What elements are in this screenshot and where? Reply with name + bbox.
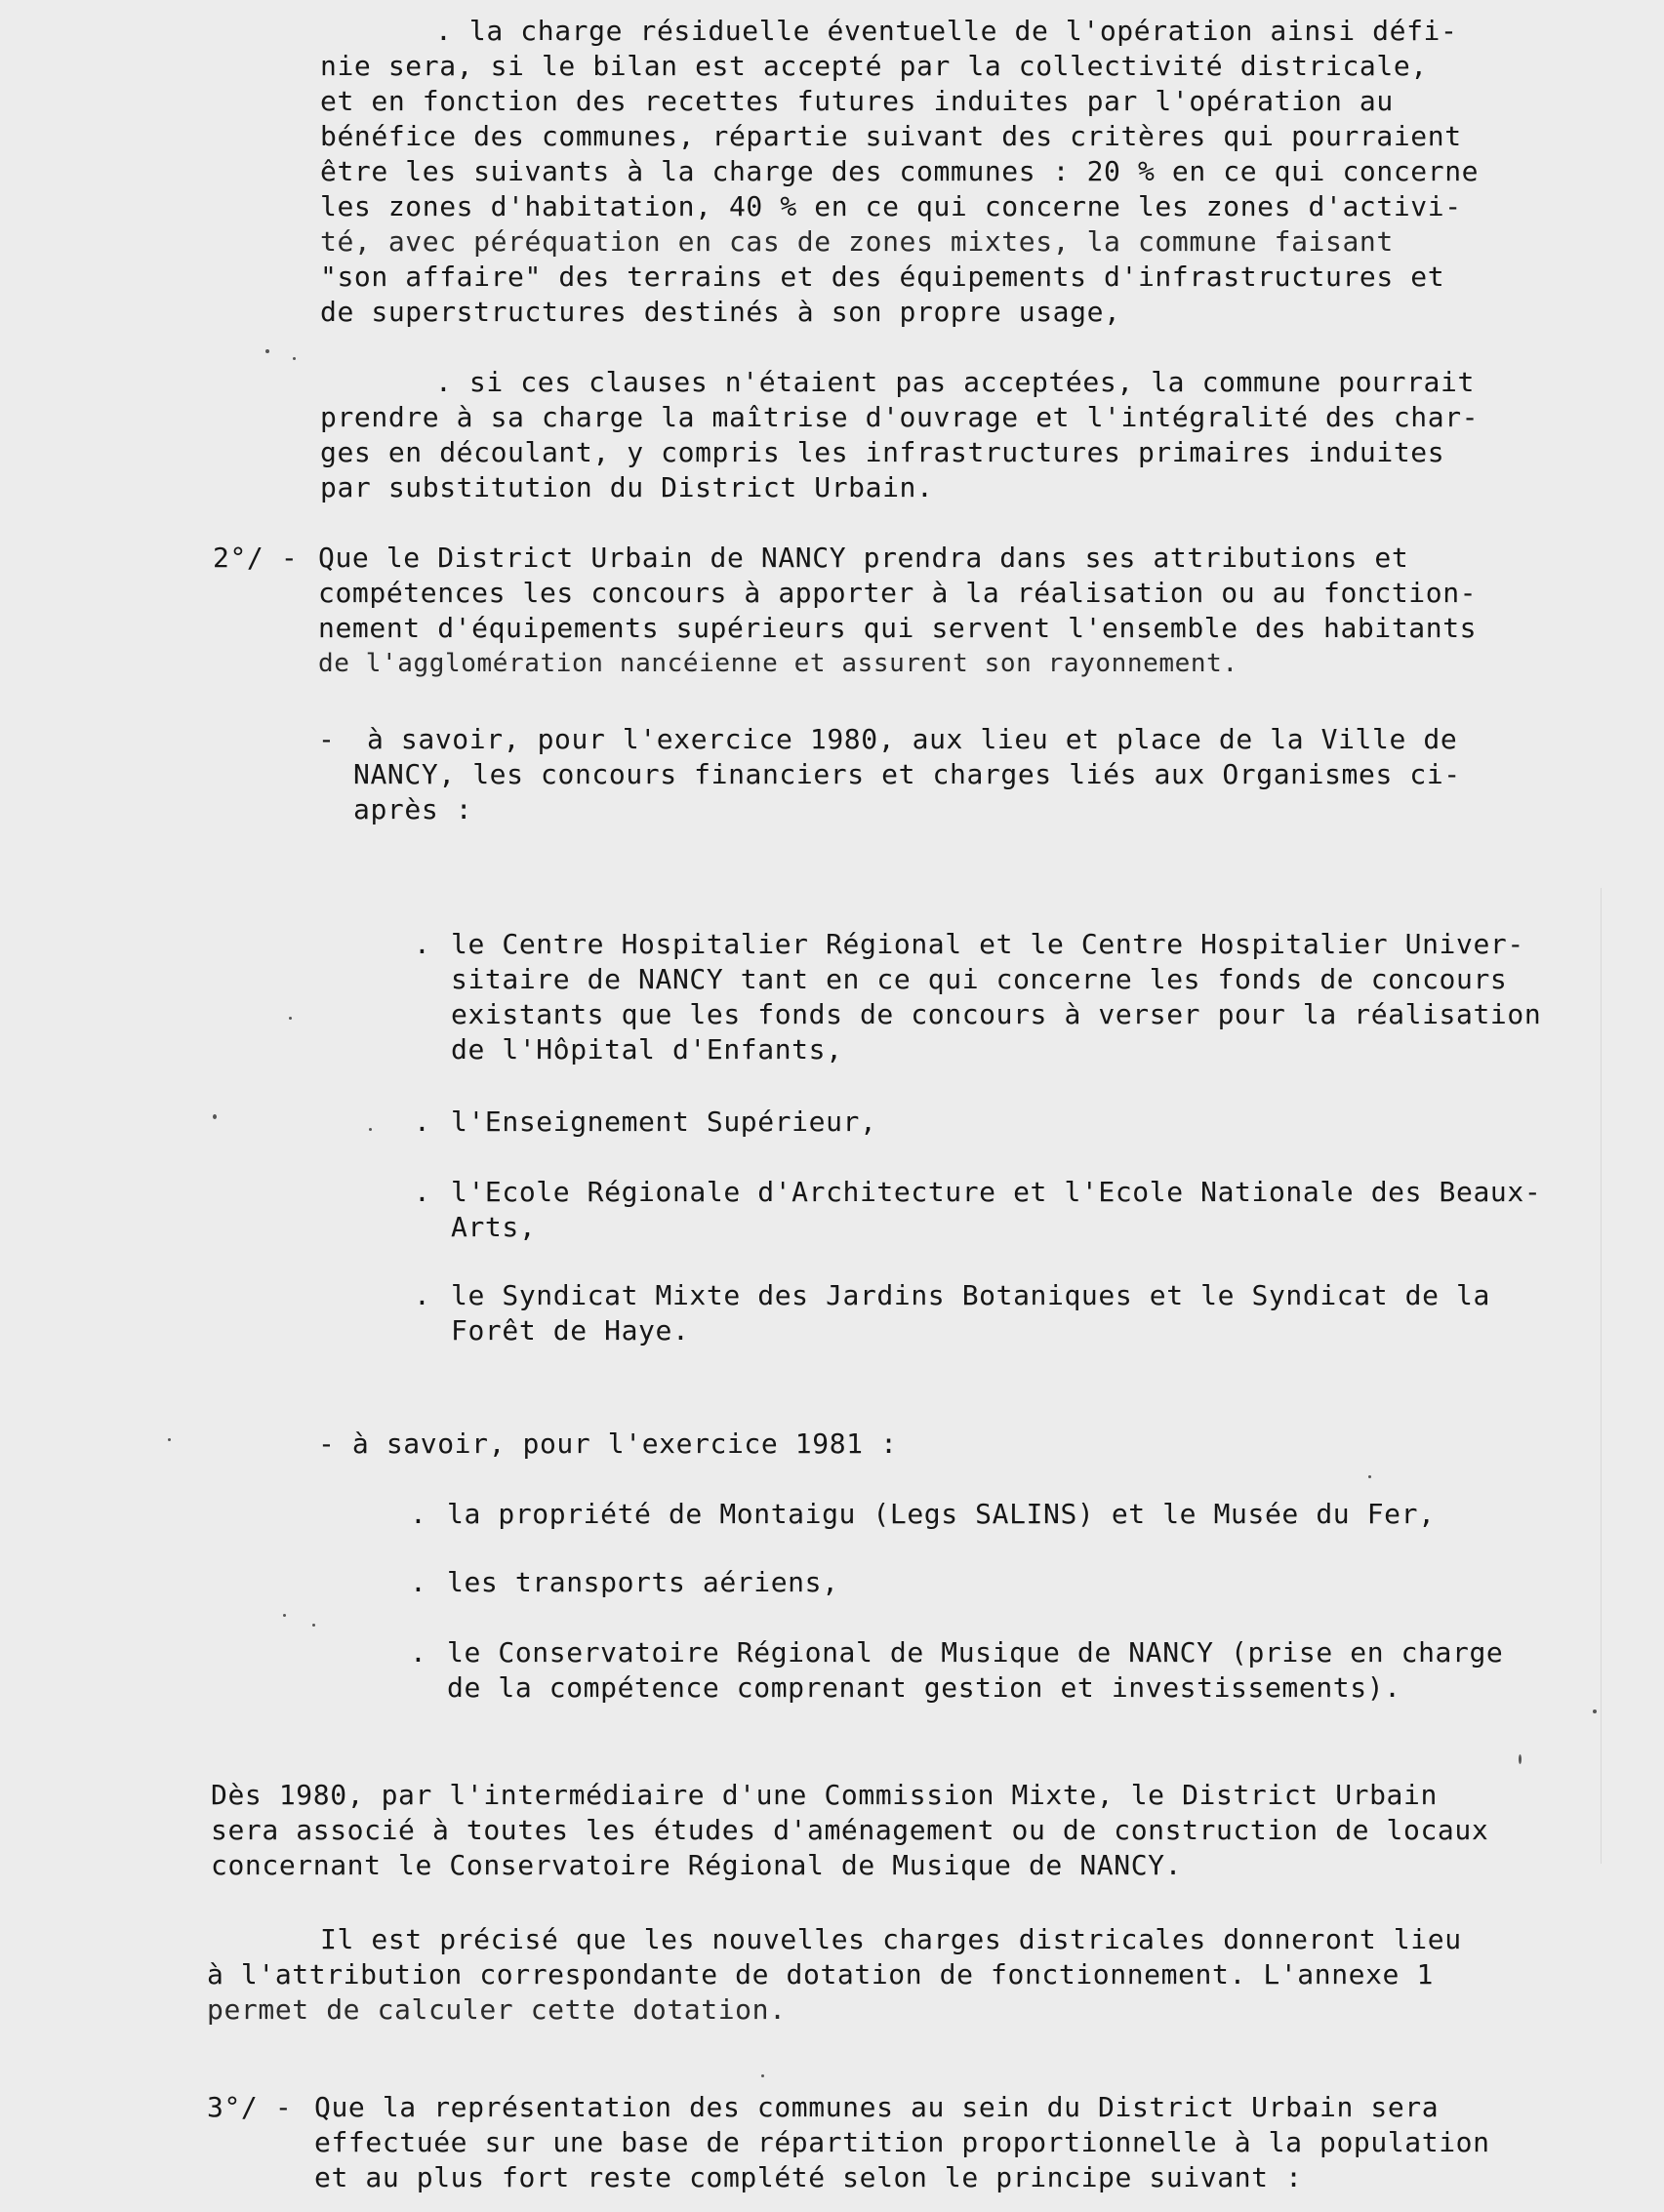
scan-speck xyxy=(761,2074,764,2077)
scan-speck xyxy=(1368,1475,1371,1478)
text-line: NANCY, les concours financiers et charges liés aux Organismes ci- xyxy=(353,758,1461,790)
text-line: sitaire de NANCY tant en ce qui concerne les fonds de concours xyxy=(451,963,1508,995)
scan-speck xyxy=(213,1114,217,1119)
list-item xyxy=(414,1105,876,1140)
text-line: les transports aériens, xyxy=(447,1566,839,1598)
scan-speck xyxy=(1519,1754,1522,1764)
list-dash: - xyxy=(318,723,336,755)
text-line: . si ces clauses n'étaient pas acceptées, la commune pourrait xyxy=(435,366,1475,398)
text-line: prendre à sa charge la maîtrise d'ouvrage et l'intégralité des char- xyxy=(320,401,1480,433)
scan-speck xyxy=(289,1017,292,1020)
bullet: . xyxy=(410,1636,427,1669)
list-item xyxy=(410,1635,1503,1706)
text-line: Que le District Urbain de NANCY prendra dans ses attributions et xyxy=(318,542,1409,574)
paragraph-charge-residuelle xyxy=(320,14,1479,330)
paragraph-precise xyxy=(207,1922,1462,2028)
section-2 xyxy=(213,541,1477,681)
text-line: à savoir, pour l'exercice 1980, aux lieu et place de la Ville de xyxy=(367,723,1458,755)
list-item xyxy=(410,1497,1436,1532)
text-line: de l'agglomération nancéienne et assurent son rayonnement. xyxy=(318,649,1238,678)
text-line: effectuée sur une base de répartition proportionnelle à la population xyxy=(314,2126,1490,2158)
section-3-number: 3°/ - xyxy=(207,2091,293,2123)
list-item xyxy=(410,1565,839,1600)
text-line: permet de calculer cette dotation. xyxy=(207,1993,787,2026)
text-line: Que la représentation des communes au sein du District Urbain sera xyxy=(314,2091,1440,2123)
text-line: après : xyxy=(353,793,473,825)
scan-speck xyxy=(312,1624,315,1627)
text-line: le Centre Hospitalier Régional et le Centre Hospitalier Univer- xyxy=(451,928,1524,960)
bullet: . xyxy=(414,928,431,960)
text-line: l'Ecole Régionale d'Architecture et l'Ecole Nationale des Beaux- xyxy=(451,1176,1542,1208)
text-line: bénéfice des communes, répartie suivant des critères qui pourraient xyxy=(320,120,1462,152)
text-line: "son affaire" des terrains et des équipements d'infrastructures et xyxy=(320,261,1445,293)
text-line: le Syndicat Mixte des Jardins Botaniques et le Syndicat de la xyxy=(451,1279,1490,1311)
text-line: sera associé à toutes les études d'aménagement ou de construction de locaux xyxy=(211,1814,1489,1846)
text-line: par substitution du District Urbain. xyxy=(320,471,934,503)
section-2-number: 2°/ - xyxy=(213,542,299,574)
text-line: de la compétence comprenant gestion et investissements). xyxy=(447,1671,1401,1704)
text-line: Arts, xyxy=(451,1211,537,1243)
text-line: compétences les concours à apporter à la réalisation ou au fonction- xyxy=(318,577,1478,609)
text-line: et en fonction des recettes futures induites par l'opération au xyxy=(320,85,1394,117)
paragraph-clauses xyxy=(320,365,1479,505)
exercice-1981 xyxy=(318,1427,898,1462)
text-line: la propriété de Montaigu (Legs SALINS) et le Musée du Fer, xyxy=(447,1498,1436,1530)
scan-speck xyxy=(1593,1709,1597,1713)
bullet: . xyxy=(414,1176,431,1208)
bullet: . xyxy=(414,1106,431,1138)
text-line: le Conservatoire Régional de Musique de NANCY (prise en charge xyxy=(447,1636,1504,1669)
list-item xyxy=(414,1278,1490,1348)
text-line: concernant le Conservatoire Régional de Musique de NANCY. xyxy=(211,1849,1183,1881)
list-item xyxy=(414,927,1541,1067)
text-line: Il est précisé que les nouvelles charges districales donneront lieu xyxy=(320,1923,1462,1955)
scan-speck xyxy=(168,1438,171,1441)
text-line: nie sera, si le bilan est accepté par la collectivité districale, xyxy=(320,50,1428,82)
text-line: Forêt de Haye. xyxy=(451,1314,690,1347)
text-line: ges en découlant, y compris les infrastructures primaires induites xyxy=(320,436,1445,468)
text-line: té, avec péréquation en cas de zones mixtes, la commune faisant xyxy=(320,225,1394,258)
text-line: être les suivants à la charge des communes : 20 % en ce qui concerne xyxy=(320,155,1480,187)
text-line: de superstructures destinés à son propre usage, xyxy=(320,296,1121,328)
text-line: de l'Hôpital d'Enfants, xyxy=(451,1033,843,1066)
text-line: - à savoir, pour l'exercice 1981 : xyxy=(318,1428,898,1460)
text-line: existants que les fonds de concours à verser pour la réalisation xyxy=(451,998,1542,1030)
list-item xyxy=(414,1175,1541,1245)
scan-speck xyxy=(265,349,269,353)
bullet: . xyxy=(410,1566,427,1598)
bullet: . xyxy=(410,1498,427,1530)
text-line: . la charge résiduelle éventuelle de l'opération ainsi défi- xyxy=(435,15,1458,47)
section-3 xyxy=(207,2090,1490,2195)
scan-speck xyxy=(293,357,296,360)
text-line: les zones d'habitation, 40 % en ce qui concerne les zones d'activi- xyxy=(320,190,1462,222)
scan-speck xyxy=(369,1128,372,1131)
text-line: à l'attribution correspondante de dotation de fonctionnement. L'annexe 1 xyxy=(207,1958,1434,1991)
text-line: Dès 1980, par l'intermédiaire d'une Commission Mixte, le District Urbain xyxy=(211,1779,1438,1811)
scan-edge-line xyxy=(1601,888,1602,1864)
exercice-1980 xyxy=(318,722,1461,827)
text-line: l'Enseignement Supérieur, xyxy=(451,1106,877,1138)
paragraph-des-1980 xyxy=(211,1778,1488,1883)
bullet: . xyxy=(414,1279,431,1311)
text-line: et au plus fort reste complété selon le principe suivant : xyxy=(314,2161,1303,2193)
text-line: nement d'équipements supérieurs qui servent l'ensemble des habitants xyxy=(318,612,1478,644)
scan-speck xyxy=(283,1614,286,1617)
